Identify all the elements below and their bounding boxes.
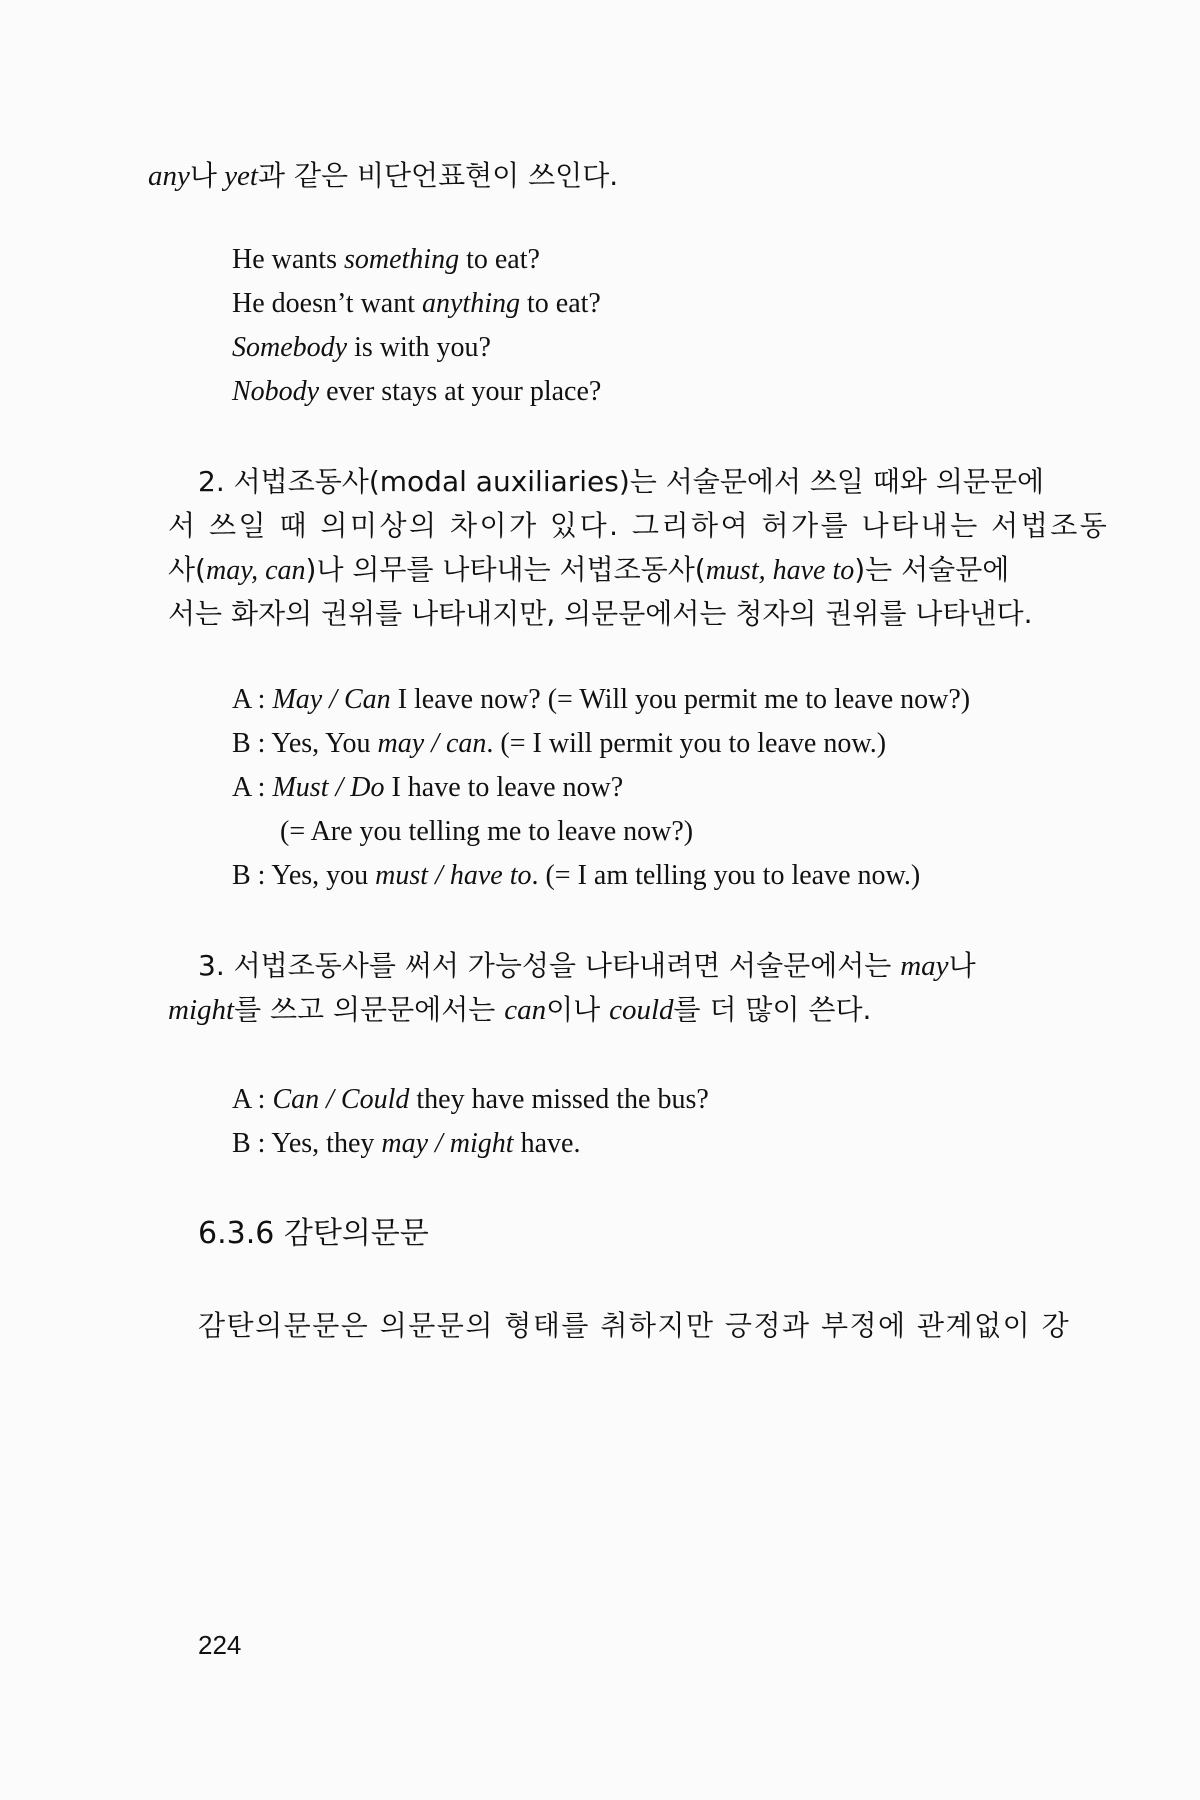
dialog2-line-4: [280, 812, 693, 852]
intro-na: 나: [189, 159, 217, 192]
para3-text: 3. 서법조동사를 써서 가능성을 나타내려면 서술문에서는: [198, 949, 901, 982]
example-text: ever stays at your place?: [319, 376, 602, 407]
dialog2-line-2: [232, 724, 886, 764]
dialog-text: . (= I will permit you to leave now.): [486, 728, 887, 759]
dialog-text: A :: [232, 684, 273, 715]
para3-text: 이나: [546, 993, 610, 1026]
intro-line: [148, 156, 618, 196]
dialog-text: have.: [513, 1128, 581, 1159]
para3-line-1: [198, 946, 976, 986]
dialog-text: B : Yes, You: [232, 728, 378, 759]
para2-italic: must, have to: [705, 555, 855, 586]
example-line-3: [232, 328, 491, 368]
dialog-italic: Can / Could: [272, 1084, 410, 1115]
para2-line-2: 서 쓰일 때 의미상의 차이가 있다. 그리하여 허가를 나타내는 서법조동: [168, 509, 1110, 542]
para2-text: )는 서술문에: [854, 553, 1010, 586]
dialog2-line-5: [232, 856, 920, 896]
para3-italic: can: [504, 994, 547, 1026]
intro-yet: yet: [216, 160, 258, 192]
para3-italic: might: [168, 994, 235, 1026]
example-text: to eat?: [520, 288, 601, 319]
dialog-italic: must / have to: [375, 860, 532, 891]
para3-text: 를 쓰고 의문문에서는: [234, 993, 505, 1026]
dialog-text: B : Yes, they: [232, 1128, 382, 1159]
example-italic: Somebody: [232, 332, 348, 363]
example-line-2: [232, 284, 601, 324]
example-italic: Nobody: [232, 376, 320, 407]
dialog-text: A :: [232, 772, 273, 803]
dialog-text: they have missed the bus?: [409, 1084, 709, 1115]
example-line-1: [232, 240, 540, 280]
example-italic: something: [343, 244, 460, 275]
intro-any: any: [148, 160, 190, 192]
para3-italic: may: [900, 950, 949, 982]
para2-text: 사(: [168, 553, 206, 586]
dialog-text: I have to leave now?: [384, 772, 624, 803]
example-text: He doesn’t want: [232, 288, 422, 319]
para2-text: )나 의무를 나타내는 서법조동사(: [305, 553, 706, 586]
dialog3-line-2: [232, 1124, 580, 1164]
para2-line-3: [168, 550, 1009, 591]
dialog-text: (= Are you telling me to leave now?): [280, 816, 694, 847]
example-text: He wants: [232, 244, 344, 275]
para2-italic: may, can: [205, 555, 306, 586]
para2-line-1: 2. 서법조동사(modal auxiliaries)는 서술문에서 쓰일 때와 의문문에: [198, 465, 1045, 498]
example-line-4: [232, 372, 601, 412]
dialog-italic: Must / Do: [272, 772, 385, 803]
page-number: 224: [198, 1630, 242, 1660]
para2-line-4: 서는 화자의 권위를 나타내지만, 의문문에서는 청자의 권위를 나타낸다.: [168, 597, 1033, 630]
example-text: is with you?: [347, 332, 491, 363]
dialog-italic: may / can: [377, 728, 487, 759]
dialog2-line-1: [232, 680, 970, 720]
dialog3-line-1: [232, 1080, 709, 1120]
closing-line: 감탄의문문은 의문문의 형태를 취하지만 긍정과 부정에 관계없이 강: [198, 1309, 1071, 1342]
para3-line-2: [168, 990, 871, 1030]
para3-text: 를 더 많이 쓴다.: [673, 993, 872, 1026]
para3-italic: could: [609, 994, 674, 1026]
dialog-text: B : Yes, you: [232, 860, 376, 891]
example-text: to eat?: [459, 244, 540, 275]
para3-text: 나: [948, 949, 976, 982]
intro-rest: 과 같은 비단언표현이 쓰인다.: [258, 159, 619, 192]
dialog2-line-3: [232, 768, 623, 808]
dialog-italic: may / might: [381, 1128, 514, 1159]
dialog-text: A :: [232, 1084, 273, 1115]
dialog-text: . (= I am telling you to leave now.): [531, 860, 921, 891]
example-italic: anything: [422, 288, 520, 319]
dialog-italic: May / Can: [272, 684, 391, 715]
dialog-text: I leave now? (= Will you permit me to leave now?): [390, 684, 971, 715]
section-heading: 6.3.6 감탄의문문: [198, 1216, 429, 1251]
